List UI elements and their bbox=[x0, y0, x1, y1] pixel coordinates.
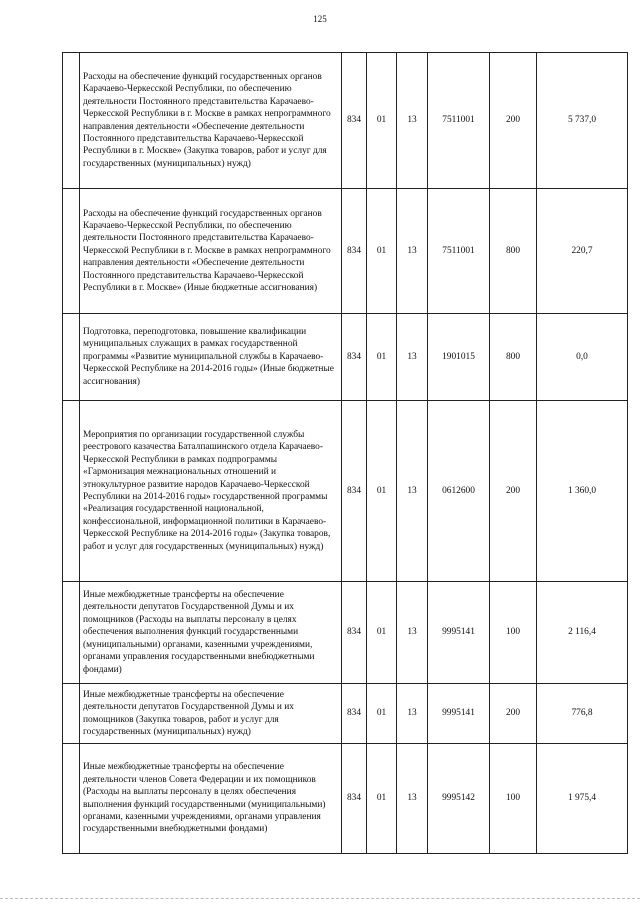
page-number: 125 bbox=[313, 14, 327, 24]
ministry-code: 834 bbox=[342, 53, 367, 189]
row-description: Подготовка, переподготовка, повышение квалификации муниципальных служащих в рамках государственной программы «Развитие муниципальной службы в Карачаево-Черкесской Республике на 2014-2016 годы» (Иные бюджетные ассигнования) bbox=[80, 314, 342, 401]
subsection-code: 13 bbox=[397, 582, 428, 684]
table-row bbox=[63, 684, 628, 744]
table-row bbox=[63, 401, 628, 582]
expense-type-code: 200 bbox=[490, 401, 537, 582]
target-article-code: 9995141 bbox=[428, 582, 490, 684]
section-code: 01 bbox=[367, 582, 397, 684]
ministry-code: 834 bbox=[342, 744, 367, 854]
margin-cell bbox=[63, 684, 80, 744]
ministry-code: 834 bbox=[342, 582, 367, 684]
target-article-code: 7511001 bbox=[428, 189, 490, 314]
section-code: 01 bbox=[367, 314, 397, 401]
expense-type-code: 800 bbox=[490, 314, 537, 401]
expense-type-code: 200 bbox=[490, 53, 537, 189]
subsection-code: 13 bbox=[397, 189, 428, 314]
table-row bbox=[63, 53, 628, 189]
target-article-code: 7511001 bbox=[428, 53, 490, 189]
table-row bbox=[63, 189, 628, 314]
ministry-code: 834 bbox=[342, 684, 367, 744]
ministry-code: 834 bbox=[342, 401, 367, 582]
ministry-code: 834 bbox=[342, 189, 367, 314]
subsection-code: 13 bbox=[397, 401, 428, 582]
section-code: 01 bbox=[367, 684, 397, 744]
scan-artifact-line bbox=[0, 898, 640, 899]
section-code: 01 bbox=[367, 401, 397, 582]
target-article-code: 9995141 bbox=[428, 684, 490, 744]
amount: 776,8 bbox=[537, 684, 628, 744]
ministry-code: 834 bbox=[342, 314, 367, 401]
subsection-code: 13 bbox=[397, 744, 428, 854]
amount: 0,0 bbox=[537, 314, 628, 401]
amount: 2 116,4 bbox=[537, 582, 628, 684]
expense-type-code: 200 bbox=[490, 684, 537, 744]
margin-cell bbox=[63, 189, 80, 314]
margin-cell bbox=[63, 53, 80, 189]
amount: 1 975,4 bbox=[537, 744, 628, 854]
row-description: Иные межбюджетные трансферты на обеспечение деятельности депутатов Государственной Думы и их помощников (Закупка товаров, работ и услуг для государственных (муниципальных) нужд) bbox=[80, 684, 342, 744]
target-article-code: 0612600 bbox=[428, 401, 490, 582]
table-row bbox=[63, 582, 628, 684]
margin-cell bbox=[63, 744, 80, 854]
target-article-code: 1901015 bbox=[428, 314, 490, 401]
section-code: 01 bbox=[367, 744, 397, 854]
amount: 220,7 bbox=[537, 189, 628, 314]
section-code: 01 bbox=[367, 53, 397, 189]
row-description: Расходы на обеспечение функций государственных органов Карачаево-Черкесской Республики, по обеспечению деятельности Постоянного представительства Карачаево-Черкесской Республики в г. Москве в рамках непрограммного направления деятельности «Обеспечение деятельности Постоянного представительства Карачаево-Черкесской Республики в г. Москве» (Закупка товаров, работ и услуг для государственных (муниципальных) нужд) bbox=[80, 53, 342, 189]
expense-type-code: 100 bbox=[490, 582, 537, 684]
margin-cell bbox=[63, 401, 80, 582]
table-row bbox=[63, 744, 628, 854]
table-row bbox=[63, 314, 628, 401]
target-article-code: 9995142 bbox=[428, 744, 490, 854]
row-description: Иные межбюджетные трансферты на обеспечение деятельности членов Совета Федерации и их помощников (Расходы на выплаты персоналу в целях обеспечения выполнения функций государственными (муниципальными) органами, казенными учреждениями, органами управления государственными внебюджетными фондами) bbox=[80, 744, 342, 854]
budget-table bbox=[62, 52, 628, 854]
amount: 5 737,0 bbox=[537, 53, 628, 189]
section-code: 01 bbox=[367, 189, 397, 314]
amount: 1 360,0 bbox=[537, 401, 628, 582]
subsection-code: 13 bbox=[397, 684, 428, 744]
row-description: Мероприятия по организации государственной службы реестрового казачества Баталпашинского отдела Карачаево-Черкесской Республики в рамках подпрограммы «Гармонизация межнациональных отношений и этнокультурное развитие народов Карачаево-Черкесской Республики на 2014-2016 годы» государственной программы «Реализация государственной национальной, конфессиональной, информационной политики в Карачаево-Черкесской Республике на 2014-2016 годы» (Закупка товаров, работ и услуг для государственных (муниципальных) нужд) bbox=[80, 401, 342, 582]
margin-cell bbox=[63, 582, 80, 684]
subsection-code: 13 bbox=[397, 314, 428, 401]
row-description: Иные межбюджетные трансферты на обеспечение деятельности депутатов Государственной Думы и их помощников (Расходы на выплаты персоналу в целях обеспечения выполнения функций государственными (муниципальными) органами, казенными учреждениями, органами управления государственными внебюджетными фондами) bbox=[80, 582, 342, 684]
subsection-code: 13 bbox=[397, 53, 428, 189]
expense-type-code: 100 bbox=[490, 744, 537, 854]
margin-cell bbox=[63, 314, 80, 401]
row-description: Расходы на обеспечение функций государственных органов Карачаево-Черкесской Республики, по обеспечению деятельности Постоянного представительства Карачаево-Черкесской Республики в г. Москве в рамках непрограммного направления деятельности «Обеспечение деятельности Постоянного представительства Карачаево-Черкесской Республики в г. Москве» (Иные бюджетные ассигнования) bbox=[80, 189, 342, 314]
expense-type-code: 800 bbox=[490, 189, 537, 314]
